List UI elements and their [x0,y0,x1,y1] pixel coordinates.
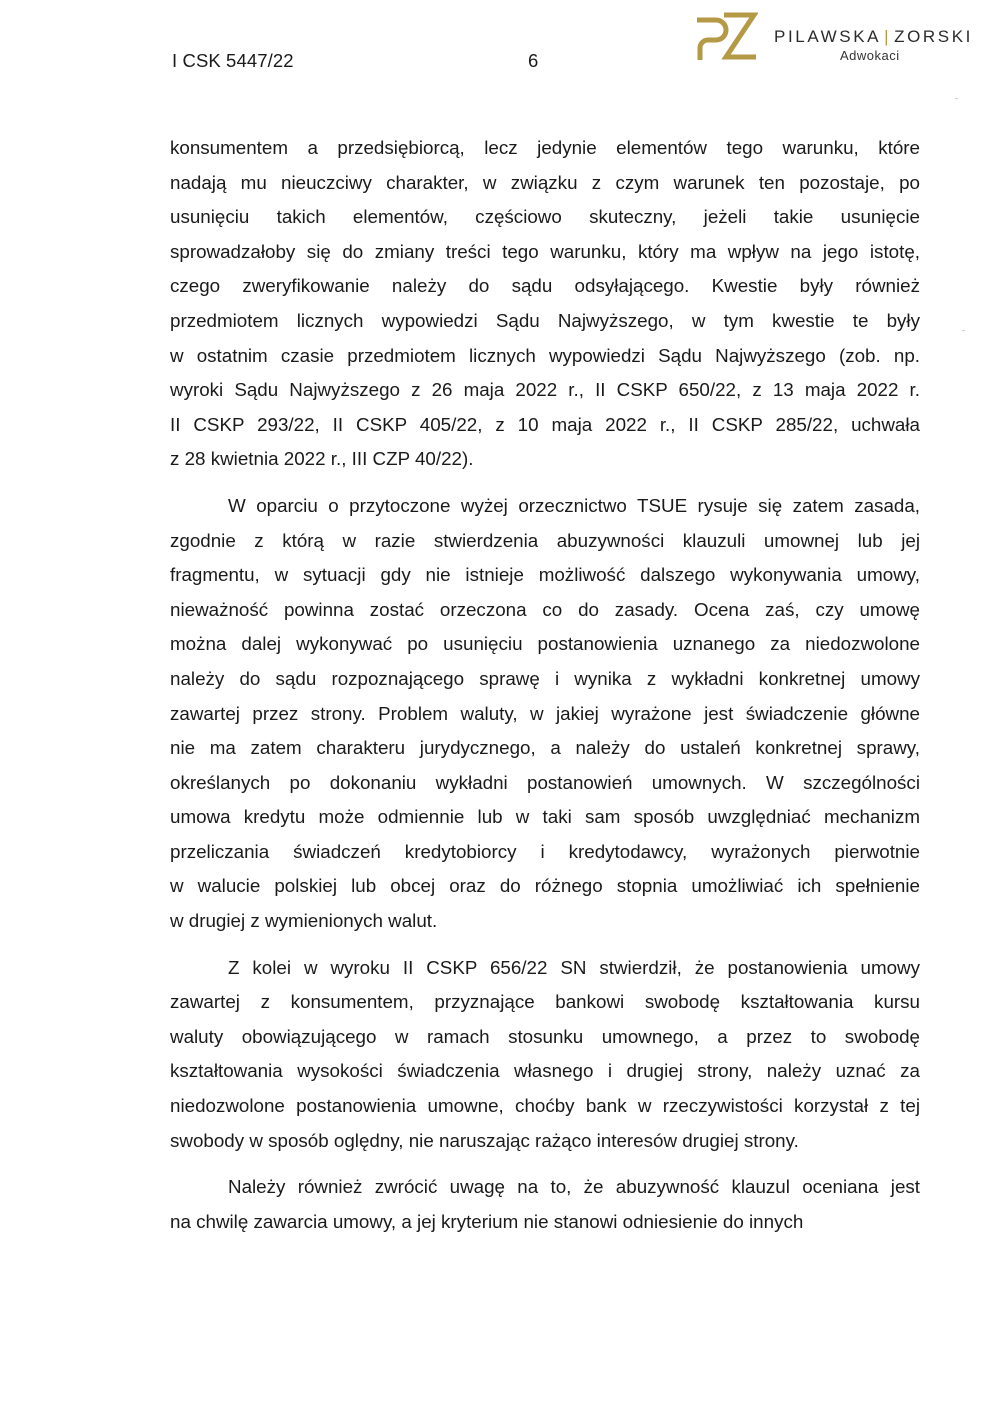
text-line: na chwilę zawarcia umowy, a jej kryterium nie stanowi odniesienie do innych [170,1210,804,1232]
text-line: w walucie polskiej lub obcej oraz do różnego stopnia umożliwiać ich spełnienie [170,875,920,897]
text-line: kształtowania wysokości świadczenia własnego i drugiej strony, należy uznać za [170,1060,920,1082]
text-line: zgodnie z którą w razie stwierdzenia abuzywności klauzuli umownej lub jej [170,529,920,551]
firm-subtitle: Adwokaci [840,48,900,63]
text-line: z 28 kwietnia 2022 r., III CZP 40/22). [170,448,474,470]
paragraph [170,489,920,939]
text-line: czego zweryfikowanie należy do sądu odsyłającego. Kwestie były również [170,275,920,297]
text-line: w drugiej z wymienionych walut. [170,910,438,932]
firm-name-left: PILAWSKA [774,27,882,46]
paragraph [170,1170,920,1239]
firm-name [774,27,973,47]
paragraph [170,131,920,477]
text-line: fragmentu, w sytuacji gdy nie istnieje możliwość dalszego wykonywania umowy, [170,564,920,586]
scan-artifact [962,330,965,331]
text-line: można dalej wykonywać po usunięciu postanowienia uznanego za niedozwolone [170,633,920,655]
scan-artifact [955,98,958,99]
paragraph-spacer [170,477,920,489]
text-line: Należy również zwrócić uwagę na to, że abuzywność klauzul oceniana jest [228,1176,920,1198]
text-line: umowa kredytu może odmiennie lub w taki sam sposób uwzględniać mechanizm [170,806,920,828]
text-line: W oparciu o przytoczone wyżej orzecznictwo TSUE rysuje się zatem zasada, [228,494,920,516]
pz-monogram-icon [694,10,758,62]
text-line: niedozwolone postanowienia umowne, choćby bank w rzeczywistości korzystał z tej [170,1095,920,1117]
text-line: nadają mu nieuczciwy charakter, w związku z czym warunek ten pozostaje, po [170,171,920,193]
text-line: nieważność powinna zostać orzeczona co do zasady. Ocena zaś, czy umowę [170,598,920,620]
text-line: nie ma zatem charakteru jurydycznego, a należy do ustaleń konkretnej sprawy, [170,737,920,759]
text-line: w ostatnim czasie przedmiotem licznych wypowiedzi Sądu Najwyższego (zob. np. [170,344,920,366]
text-line: należy do sądu rozpoznającego sprawę i wynika z wykładni konkretnej umowy [170,667,920,689]
text-line: przedmiotem licznych wypowiedzi Sądu Najwyższego, w tym kwestie te były [170,309,920,331]
text-line: usunięciu takich elementów, częściowo skuteczny, jeżeli takie usunięcie [170,206,920,228]
page-number: 6 [528,50,539,71]
paragraph-spacer [170,1158,920,1170]
text-line: swobody w sposób oględny, nie naruszając rażąco interesów drugiej strony. [170,1129,799,1151]
text-line: wyroki Sądu Najwyższego z 26 maja 2022 r., II CSKP 650/22, z 13 maja 2022 r. [170,379,920,401]
paragraph-spacer [170,939,920,951]
text-line: II CSKP 293/22, II CSKP 405/22, z 10 maja 2022 r., II CSKP 285/22, uchwała [170,413,920,435]
firm-name-right: ZORSKI [894,27,974,46]
text-line: przeliczania świadczeń kredytobiorcy i kredytodawcy, wyrażonych pierwotnie [170,840,920,862]
firm-name-separator: | [884,27,892,46]
text-line: Z kolei w wyroku II CSKP 656/22 SN stwierdził, że postanowienia umowy [228,956,920,978]
text-line: sprowadzałoby się do zmiany treści tego warunku, który ma wpływ na jego istotę, [170,240,920,262]
text-line: określanych po dokonaniu wykładni postanowień umownych. W szczególności [170,771,920,793]
case-number: I CSK 5447/22 [172,50,294,71]
text-line: zawartej z konsumentem, przyznające bankowi swobodę kształtowania kursu [170,991,920,1013]
law-firm-logo [694,10,994,70]
text-line: zawartej przez strony. Problem waluty, w jakiej wyrażone jest świadczenie główne [170,702,920,724]
text-line: konsumentem a przedsiębiorcą, lecz jedynie elementów tego warunku, które [170,137,920,158]
paragraph [170,951,920,1159]
document-body [170,131,920,1239]
text-line: waluty obowiązującego w ramach stosunku umownego, a przez to swobodę [170,1025,920,1047]
